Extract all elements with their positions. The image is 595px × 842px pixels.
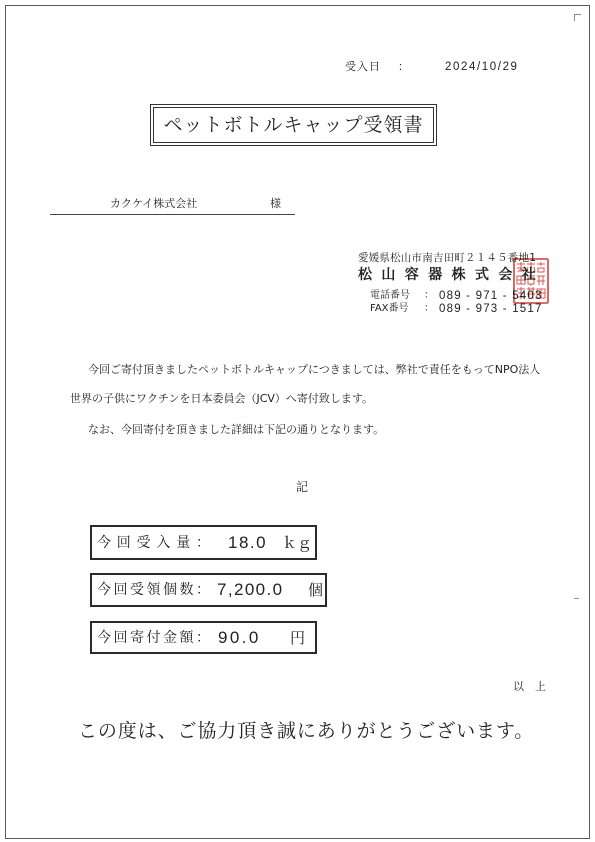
seal-stroke	[517, 287, 525, 299]
detail-label: 今回受入量：	[97, 534, 216, 551]
detail-value: 18.0	[228, 532, 268, 552]
issuer-fax	[370, 302, 550, 316]
phone-label: 電話番号	[370, 290, 410, 301]
note-heading: 記	[296, 480, 309, 494]
document-title: ペットボトルキャップ受領書	[163, 114, 424, 136]
detail-box-count	[90, 573, 327, 607]
receipt-date-separator: ：	[398, 60, 409, 73]
body-paragraph-line: なお、今回寄付を頂きました詳細は下記の通りとなります。	[88, 423, 385, 436]
receipt-date-label: 受入日	[345, 60, 381, 73]
detail-unit: ｋｇ	[282, 533, 313, 552]
recipient-line	[50, 195, 295, 215]
seal-stroke	[517, 262, 525, 272]
scan-mark	[574, 14, 581, 21]
detail-box-donation	[90, 621, 317, 654]
company-seal	[513, 258, 549, 304]
detail-unit: 個	[308, 581, 324, 599]
detail-unit: 円	[290, 628, 306, 647]
detail-label: 今回寄付金額：	[97, 629, 213, 646]
fax-separator: ：	[424, 303, 434, 314]
closing-mark: 以 上	[513, 680, 546, 693]
body-paragraph-line: 今回ご寄付頂きましたペットボトルキャップにつきましては、弊社で責任をもってNPO法人	[88, 363, 541, 376]
title-box	[150, 104, 437, 146]
seal-stroke	[517, 276, 525, 284]
detail-value: 90.0	[218, 627, 261, 647]
receipt-date	[345, 60, 535, 75]
seal-stroke	[527, 276, 535, 286]
thanks-message: この度は、ご協力頂き誠にありがとうございます。	[78, 720, 535, 742]
detail-label: 今回受領個数：	[97, 582, 213, 598]
fax-label: FAX番号	[370, 303, 409, 314]
seal-stroke	[537, 289, 545, 298]
scan-mark	[574, 598, 579, 599]
receipt-date-value: 2024/10/29	[445, 61, 519, 73]
seal-stroke	[527, 287, 535, 299]
issuer-company: 松山容器株式会社	[358, 267, 546, 283]
detail-value: 7,200.0	[217, 580, 284, 599]
issuer-address: 愛媛県松山市南吉田町２１４５番地1	[358, 252, 537, 264]
detail-box-quantity	[90, 525, 317, 560]
seal-stroke	[527, 262, 535, 272]
seal-strokes	[517, 262, 545, 299]
fax-value: 089 - 973 - 1517	[439, 303, 543, 315]
body-paragraph-line: 世界の子供にワクチンを日本委員会（JCV）へ寄付致します。	[70, 392, 374, 405]
recipient-honorific: 様	[270, 197, 281, 210]
seal-stroke	[537, 262, 545, 272]
seal-stroke	[537, 276, 545, 285]
phone-separator: ：	[424, 290, 434, 301]
phone-value: 089 - 971 - 5403	[439, 290, 543, 302]
recipient-name: カクケイ株式会社	[110, 197, 198, 210]
